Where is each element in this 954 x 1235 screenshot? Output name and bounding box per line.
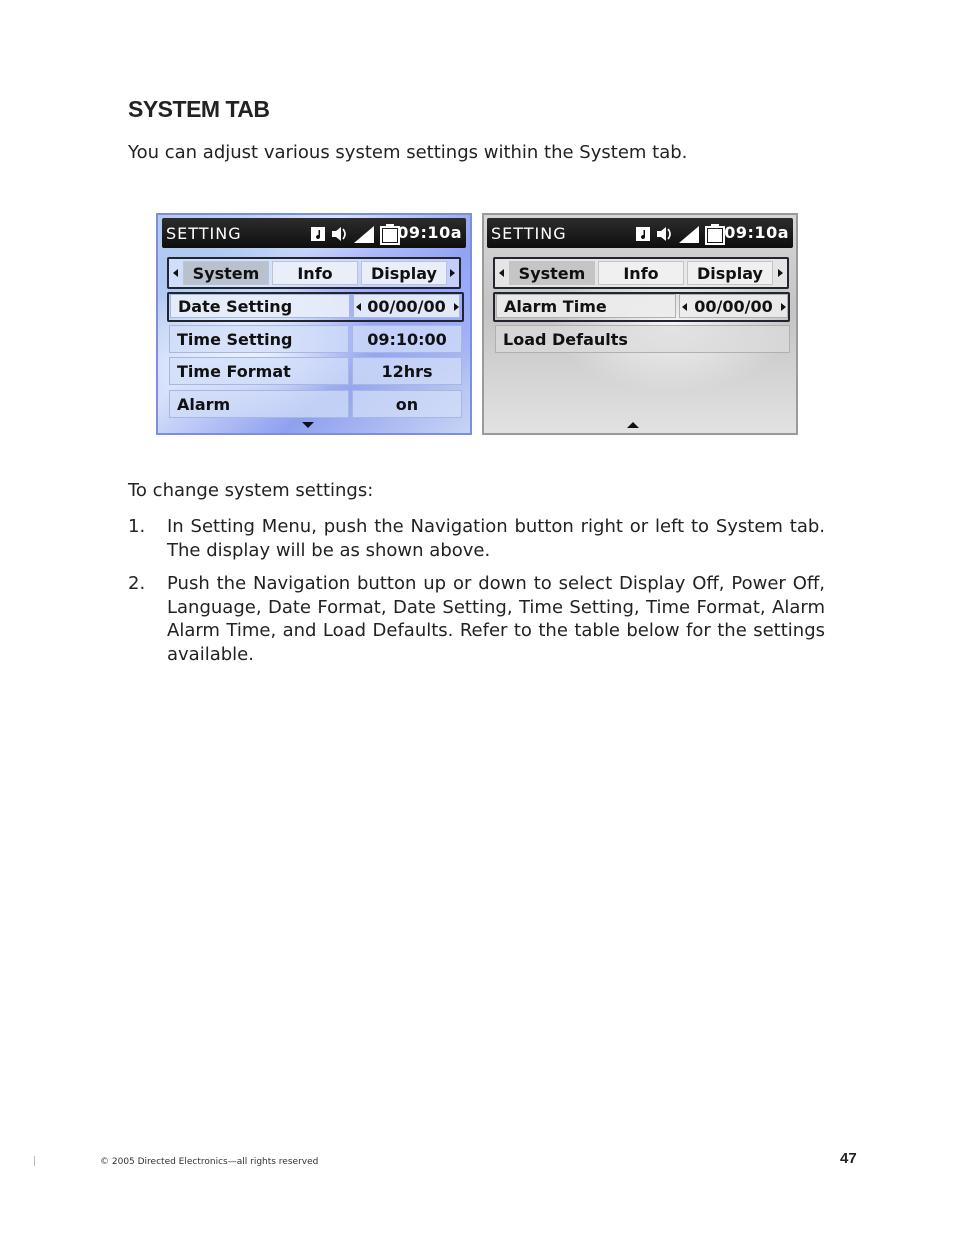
- arrow-left-icon[interactable]: [682, 303, 687, 311]
- tab-info[interactable]: Info: [598, 261, 684, 285]
- screen-clock: 09:10a: [397, 223, 462, 242]
- instruction-step: [128, 572, 825, 666]
- scroll-up-icon[interactable]: [627, 422, 639, 428]
- arrow-left-icon[interactable]: [173, 269, 178, 277]
- step-text: Push the Navigation button up or down to select Display Off, Power Off, Language, Date Format, Date Setting, Time Setting, Time Format, Alarm Alarm Time, and Load Defaults. Refer to the table below for the settings available.: [167, 573, 825, 665]
- setting-label[interactable]: Load Defaults: [495, 325, 790, 353]
- status-icons: [310, 223, 404, 245]
- setting-value[interactable]: 00/00/00: [353, 294, 460, 318]
- arrow-right-icon[interactable]: [454, 303, 459, 311]
- speaker-icon: [332, 227, 345, 241]
- arrow-right-icon[interactable]: [778, 269, 783, 277]
- page-heading: SYSTEM TAB: [128, 96, 270, 122]
- setting-row-load-defaults[interactable]: [495, 325, 790, 353]
- screen-title-bar: [162, 218, 466, 248]
- screen-title-bar: [487, 218, 793, 248]
- status-icons: [635, 223, 729, 245]
- setting-value[interactable]: 12hrs: [352, 357, 462, 385]
- page-number: 47: [840, 1150, 857, 1167]
- tab-system[interactable]: System: [509, 261, 595, 285]
- step-number: 1.: [128, 516, 146, 537]
- device-screen-system-page-1: [156, 213, 472, 435]
- setting-label: Time Setting: [169, 325, 349, 353]
- signal-icon: [354, 226, 374, 243]
- setting-value[interactable]: 00/00/00: [679, 294, 788, 318]
- battery-icon: [706, 224, 724, 244]
- footer-divider: [34, 1156, 35, 1166]
- instruction-step: [128, 515, 825, 562]
- setting-value[interactable]: 09:10:00: [352, 325, 462, 353]
- device-screen-system-page-2: [482, 213, 798, 435]
- setting-label: Alarm Time: [496, 294, 676, 318]
- music-note-icon: [636, 227, 650, 241]
- setting-label: Alarm: [169, 390, 349, 418]
- arrow-right-icon[interactable]: [450, 269, 455, 277]
- intro-text: You can adjust various system settings within the System tab.: [128, 142, 688, 163]
- instructions: [128, 480, 825, 676]
- speaker-icon: [657, 227, 670, 241]
- tab-info[interactable]: Info: [272, 261, 358, 285]
- arrow-right-icon[interactable]: [781, 303, 786, 311]
- tab-bar: [493, 257, 789, 289]
- screen-title: SETTING: [166, 224, 242, 243]
- footer-copyright: © 2005 Directed Electronics—all rights reserved: [100, 1157, 319, 1167]
- instructions-lead: To change system settings:: [128, 480, 374, 501]
- arrow-left-icon[interactable]: [356, 303, 361, 311]
- setting-label: Date Setting: [170, 294, 350, 318]
- step-number: 2.: [128, 573, 146, 594]
- tab-bar: [167, 257, 461, 289]
- tab-display[interactable]: Display: [361, 261, 447, 285]
- setting-row-alarm-time[interactable]: [493, 292, 790, 322]
- arrow-left-icon[interactable]: [499, 269, 504, 277]
- tab-system[interactable]: System: [183, 261, 269, 285]
- setting-value[interactable]: on: [352, 390, 462, 418]
- tab-display[interactable]: Display: [687, 261, 773, 285]
- signal-icon: [679, 226, 699, 243]
- scroll-down-icon[interactable]: [302, 422, 314, 428]
- setting-row-alarm[interactable]: [169, 390, 462, 418]
- music-note-icon: [311, 227, 325, 241]
- screen-clock: 09:10a: [724, 223, 789, 242]
- step-text: In Setting Menu, push the Navigation button right or left to System tab. The display will be as shown above.: [167, 516, 825, 561]
- screen-title: SETTING: [491, 224, 567, 243]
- setting-row-time-format[interactable]: [169, 357, 462, 385]
- setting-row-time-setting[interactable]: [169, 325, 462, 353]
- setting-row-date-setting[interactable]: [167, 292, 464, 322]
- setting-label: Time Format: [169, 357, 349, 385]
